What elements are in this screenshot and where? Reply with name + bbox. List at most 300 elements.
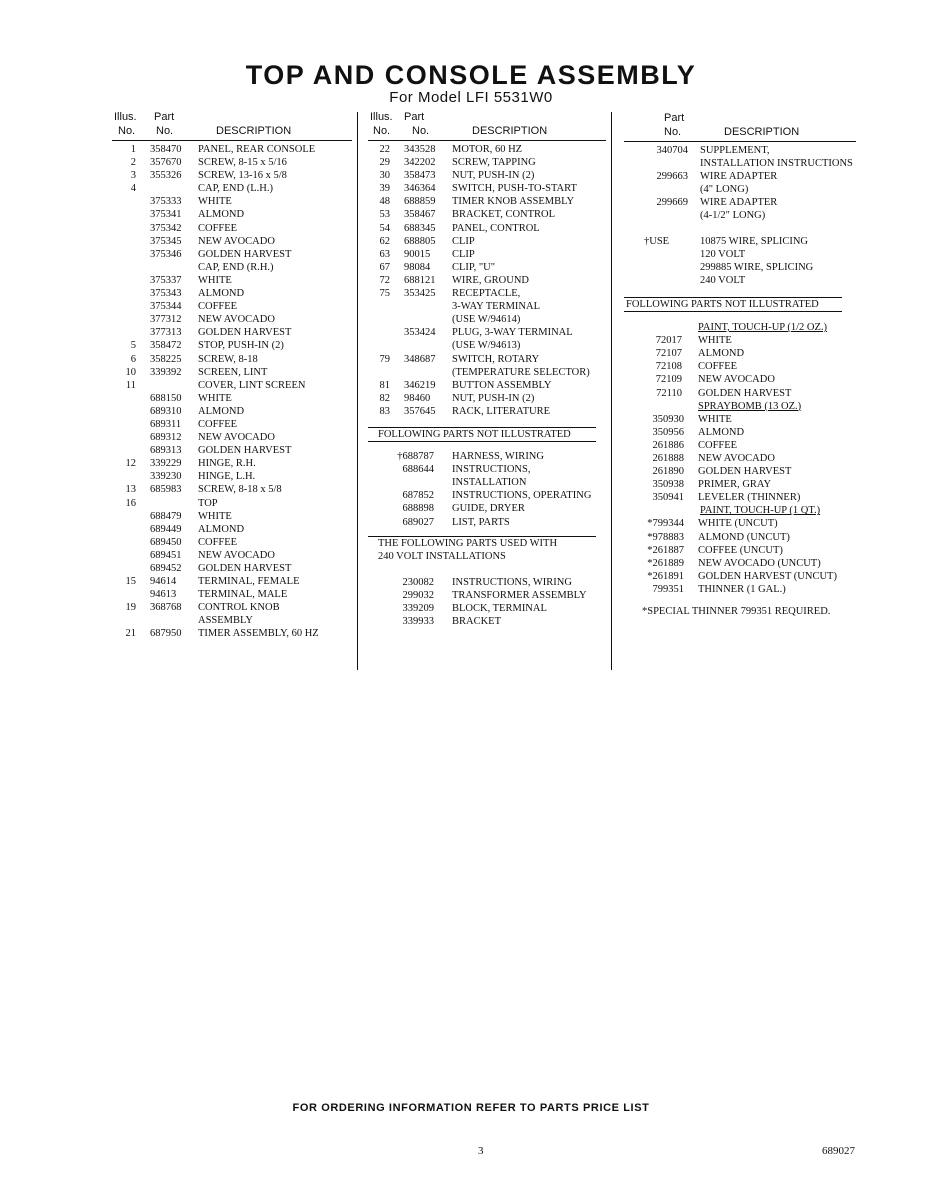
illus-number: 5 (130, 340, 136, 352)
part-number: 72108 (655, 361, 682, 373)
part-description: GOLDEN HARVEST (UNCUT) (698, 570, 837, 582)
part-number: 375342 (150, 222, 182, 234)
part-number: *261891 (647, 570, 684, 582)
part-description: SCREW, 13-16 x 5/8 (198, 170, 287, 182)
list-item (112, 536, 352, 549)
part-description: PANEL, CONTROL (452, 222, 540, 234)
part-description: NEW AVOCADO (198, 549, 275, 561)
part-description: NEW AVOCADO (198, 314, 275, 326)
part-description: CLIP, "U" (452, 261, 495, 273)
part-description: HARNESS, WIRING (452, 451, 544, 463)
list-item (624, 570, 874, 583)
page-subtitle: For Model LFI 5531W0 (389, 89, 553, 106)
page-title: TOP AND CONSOLE ASSEMBLY (245, 60, 697, 90)
part-number: 261890 (652, 466, 684, 478)
illus-number: 83 (379, 405, 390, 417)
part-number: 375333 (150, 196, 182, 208)
subsection-heading: PAINT, TOUCH-UP (1 QT.) (700, 505, 821, 517)
list-item (624, 261, 874, 274)
list-item (624, 491, 874, 504)
header-part-no: No. (412, 125, 430, 137)
part-number: 339209 (402, 603, 434, 614)
list-item (624, 583, 874, 596)
list-item (112, 326, 352, 339)
part-number: 72110 (656, 387, 682, 399)
list-item (624, 465, 874, 478)
part-number: 346364 (404, 183, 436, 195)
column-divider (357, 112, 358, 670)
part-number: 355326 (150, 170, 182, 182)
header-illus: Illus. (114, 111, 137, 123)
part-number: 375343 (150, 288, 182, 300)
part-description: THINNER (1 GAL.) (698, 583, 786, 595)
part-description: HINGE, R.H. (198, 458, 256, 470)
list-item (112, 313, 352, 326)
list-item (112, 523, 352, 536)
part-description: PLUG, 3-WAY TERMINAL (452, 327, 573, 339)
parts-list (624, 413, 874, 505)
part-number: 353424 (404, 327, 436, 339)
list-item (624, 196, 874, 209)
part-description: WHITE (198, 392, 232, 404)
list-item (368, 300, 606, 313)
list-item (112, 143, 352, 156)
list-item (624, 183, 874, 196)
part-number: 339392 (150, 366, 182, 378)
list-item (112, 431, 352, 444)
illus-number: 81 (379, 379, 390, 391)
part-description: STOP, PUSH-IN (2) (198, 340, 284, 352)
part-number: 339229 (150, 458, 182, 470)
part-description: PRIMER, GRAY (698, 479, 772, 491)
part-description: 299885 WIRE, SPLICING (700, 261, 814, 273)
list-item (368, 489, 606, 502)
part-description: NUT, PUSH-IN (2) (452, 392, 535, 404)
part-description: MOTOR, 60 HZ (452, 144, 523, 155)
illus-number: 30 (379, 170, 390, 182)
part-description: NEW AVOCADO (198, 432, 275, 444)
illus-number: 75 (379, 288, 390, 300)
list-item (368, 516, 606, 529)
parts-list (368, 450, 606, 529)
part-number: 348687 (404, 353, 436, 365)
part-number: 688150 (150, 392, 182, 404)
part-description: 240 VOLT (700, 274, 746, 286)
part-number: 346219 (404, 379, 436, 391)
header-part: Part (404, 111, 425, 123)
list-item (112, 195, 352, 208)
list-item (112, 470, 352, 483)
part-description: LIST, PARTS (452, 516, 510, 528)
list-item (624, 387, 874, 400)
list-item (112, 405, 352, 418)
part-description: CLIP (452, 248, 475, 260)
part-number: 377312 (150, 314, 182, 326)
part-number: 299032 (402, 589, 434, 601)
part-description: INSTRUCTIONS, WIRING (452, 576, 572, 588)
illus-number: 22 (379, 144, 390, 155)
illus-number: 21 (125, 628, 136, 640)
part-number: *261889 (647, 557, 684, 569)
parts-list (368, 576, 606, 628)
list-item (112, 627, 352, 640)
list-item (112, 392, 352, 405)
part-number: 350938 (652, 479, 684, 491)
part-description: COFFEE (198, 222, 238, 234)
document-number: 689027 (822, 1145, 855, 1157)
section-heading: FOLLOWING PARTS NOT ILLUSTRATED (626, 298, 819, 310)
part-description: TIMER ASSEMBLY, 60 HZ (198, 628, 319, 640)
list-item (112, 562, 352, 575)
header-part-no: No. (664, 126, 682, 138)
part-number: 375345 (150, 235, 182, 247)
illus-number: 63 (379, 248, 390, 260)
list-item (368, 353, 606, 366)
part-number: 98460 (404, 392, 431, 404)
part-description: ALMOND (UNCUT) (698, 531, 790, 543)
header-description: DESCRIPTION (724, 126, 800, 138)
list-item (368, 195, 606, 208)
illus-number: 6 (130, 353, 136, 365)
part-number: 94614 (150, 576, 177, 588)
illus-number: 10 (125, 366, 136, 378)
list-item (368, 602, 606, 615)
part-number: 688121 (404, 274, 436, 286)
illus-number: 2 (130, 157, 136, 169)
illus-number: 53 (379, 209, 390, 221)
list-item (624, 531, 874, 544)
list-item (624, 413, 874, 426)
illus-number: 67 (379, 261, 390, 273)
part-number: 689452 (150, 563, 182, 574)
list-item (112, 274, 352, 287)
part-number: 799351 (652, 583, 684, 595)
list-item (624, 170, 874, 183)
part-description: (TEMPERATURE SELECTOR) (452, 366, 590, 378)
list-item (624, 439, 874, 452)
list-item (112, 510, 352, 523)
list-item (624, 544, 874, 557)
part-description: INSTRUCTIONS, OPERATING (452, 490, 592, 502)
header-rule (624, 141, 856, 142)
part-number: 689450 (150, 536, 182, 548)
list-item (368, 576, 606, 589)
list-item (368, 339, 606, 352)
part-description: COFFEE (698, 361, 738, 373)
list-item (112, 287, 352, 300)
list-item (112, 549, 352, 562)
part-description: ALMOND (198, 405, 245, 417)
part-description: 10875 WIRE, SPLICING (700, 235, 809, 247)
part-description: WHITE (198, 510, 232, 522)
list-item (368, 405, 606, 418)
part-number: 687852 (402, 490, 434, 502)
list-item (112, 497, 352, 510)
part-number: 350941 (652, 492, 684, 504)
part-description: ALMOND (698, 348, 745, 360)
illus-number: 48 (379, 196, 390, 208)
part-description: WIRE, GROUND (452, 274, 529, 286)
list-item (112, 601, 352, 614)
parts-list (368, 143, 606, 418)
part-number: 98084 (404, 261, 431, 273)
parts-column-3 (624, 112, 874, 618)
part-description: WHITE (698, 413, 732, 425)
list-item (112, 444, 352, 457)
illus-number: 13 (125, 484, 136, 496)
part-description: COFFEE (698, 439, 738, 451)
parts-list (624, 144, 874, 223)
part-number: 350930 (652, 413, 684, 425)
part-description: WIRE ADAPTER (700, 171, 778, 183)
part-number: 689312 (150, 432, 182, 444)
list-item (624, 557, 874, 570)
list-item (368, 287, 606, 300)
part-number: 342202 (404, 157, 436, 169)
header-description: DESCRIPTION (472, 125, 548, 137)
part-number: 689451 (150, 549, 182, 561)
list-item (368, 450, 606, 463)
part-description: ALMOND (198, 523, 245, 535)
header-no: No. (118, 125, 136, 137)
part-description: BRACKET (452, 616, 502, 628)
list-item (368, 326, 606, 339)
part-number: †688787 (397, 451, 434, 463)
part-number: 689310 (150, 405, 182, 417)
part-number: 689311 (150, 418, 182, 430)
part-description: NEW AVOCADO (698, 452, 775, 464)
column-header (368, 111, 606, 139)
part-number: *978883 (647, 531, 684, 543)
part-number: 339230 (150, 471, 182, 483)
section-heading: 240 VOLT INSTALLATIONS (378, 550, 506, 562)
part-number: 375346 (150, 248, 182, 260)
part-number: 261886 (652, 439, 684, 451)
part-number: 688479 (150, 510, 182, 522)
part-number: 375341 (150, 209, 182, 221)
illus-number: 4 (130, 183, 136, 195)
part-description: COFFEE (198, 418, 238, 430)
part-number: 688898 (402, 503, 434, 515)
part-description: WHITE (698, 335, 732, 347)
list-item (112, 418, 352, 431)
illus-number: 82 (379, 392, 390, 404)
header-no: No. (373, 125, 391, 137)
list-item (368, 208, 606, 221)
list-item (368, 182, 606, 195)
ordering-info-footer: FOR ORDERING INFORMATION REFER TO PARTS PRICE LIST (292, 1102, 650, 1114)
list-item (624, 478, 874, 491)
part-description: RACK, LITERATURE (452, 405, 550, 417)
part-description: LEVELER (THINNER) (698, 492, 801, 504)
part-number: 358225 (150, 353, 182, 365)
list-item (368, 392, 606, 405)
list-item (368, 615, 606, 628)
part-description: SCREEN, LINT (198, 366, 268, 378)
part-description: GUIDE, DRYER (452, 503, 525, 515)
list-item (624, 452, 874, 465)
part-number: 688859 (404, 196, 436, 208)
parts-list (624, 334, 874, 399)
part-description: 120 VOLT (700, 248, 746, 260)
part-description: GOLDEN HARVEST (198, 563, 292, 574)
list-item (112, 222, 352, 235)
parts-list (112, 143, 352, 641)
page-number: 3 (478, 1145, 484, 1157)
parts-list (624, 517, 874, 596)
list-item (368, 379, 606, 392)
part-number: 94613 (150, 589, 177, 601)
part-description: ALMOND (198, 209, 245, 221)
part-description: GOLDEN HARVEST (698, 466, 792, 478)
part-number: 375344 (150, 301, 182, 313)
list-item (112, 457, 352, 470)
part-description: RECEPTACLE, (452, 288, 521, 300)
header-illus: Illus. (370, 111, 393, 123)
part-description: SCREW, TAPPING (452, 157, 536, 169)
part-description: BRACKET, CONTROL (452, 209, 556, 221)
list-item (112, 156, 352, 169)
list-item (368, 156, 606, 169)
part-description: INSTALLATION (452, 477, 527, 489)
part-number: 689027 (402, 516, 434, 528)
part-description: (USE W/94613) (452, 340, 521, 352)
part-number: 90015 (404, 248, 431, 260)
column-divider (611, 112, 612, 670)
part-number: 350956 (652, 426, 684, 438)
list-item (112, 353, 352, 366)
list-item (624, 157, 874, 170)
part-number: 688345 (404, 222, 436, 234)
part-description: BLOCK, TERMINAL (452, 603, 547, 614)
part-description: CONTROL KNOB (198, 602, 280, 614)
section-rule (624, 311, 842, 312)
parts-column-1 (112, 111, 352, 641)
list-item (112, 366, 352, 379)
header-part: Part (664, 112, 685, 124)
part-description: COFFEE (198, 536, 238, 548)
part-description: HINGE, L.H. (198, 471, 256, 483)
part-description: GOLDEN HARVEST (198, 445, 292, 457)
part-description: BUTTON ASSEMBLY (452, 379, 552, 391)
illus-number: 54 (379, 222, 390, 234)
illus-number: 3 (130, 170, 136, 182)
part-number: 689313 (150, 445, 182, 457)
part-number: 357645 (404, 405, 436, 417)
part-number: 357670 (150, 157, 182, 169)
list-item (624, 209, 874, 222)
list-item (624, 373, 874, 386)
list-item (368, 313, 606, 326)
part-description: GOLDEN HARVEST (198, 327, 292, 339)
list-item (624, 426, 874, 439)
part-description: (4" LONG) (700, 184, 749, 196)
part-number: 353425 (404, 288, 436, 300)
illus-number: 16 (125, 497, 136, 509)
part-number: *261887 (647, 544, 684, 556)
part-description: WHITE (198, 274, 232, 286)
list-item (368, 261, 606, 274)
illus-number: 12 (125, 458, 136, 470)
part-description: NEW AVOCADO (198, 235, 275, 247)
part-description: COVER, LINT SCREEN (198, 379, 306, 391)
part-description: ALMOND (198, 288, 245, 300)
part-description: ALMOND (698, 426, 745, 438)
part-description: TERMINAL, MALE (198, 589, 288, 601)
list-item (112, 235, 352, 248)
column-header (624, 112, 874, 140)
illus-number: 11 (125, 379, 136, 391)
list-item (112, 169, 352, 182)
list-item (624, 347, 874, 360)
part-description: 3-WAY TERMINAL (452, 301, 540, 313)
section-rule (368, 441, 596, 442)
list-item (112, 614, 352, 627)
illus-number: 39 (379, 183, 390, 195)
part-number: 72109 (655, 374, 682, 386)
list-item (112, 182, 352, 195)
part-number: 687950 (150, 628, 182, 640)
part-number: 230082 (402, 576, 434, 588)
part-description: SWITCH, PUSH-TO-START (452, 183, 577, 195)
part-number: 358472 (150, 340, 182, 352)
part-number: 685983 (150, 484, 182, 496)
part-description: SWITCH, ROTARY (452, 353, 540, 365)
illus-number: 1 (130, 144, 136, 155)
part-description: CAP, END (R.H.) (198, 261, 274, 273)
part-number: 299669 (656, 197, 688, 209)
part-description: SCREW, 8-18 x 5/8 (198, 484, 282, 496)
part-number: 688805 (404, 235, 436, 247)
part-description: WHITE (UNCUT) (698, 518, 778, 530)
list-item (624, 235, 874, 248)
header-part-no: No. (156, 125, 174, 137)
part-number: 358470 (150, 144, 182, 155)
part-description: SCREW, 8-18 (198, 353, 258, 365)
list-item (368, 222, 606, 235)
part-description: TIMER KNOB ASSEMBLY (452, 196, 575, 208)
part-description: COFFEE (UNCUT) (698, 544, 783, 556)
list-item (624, 517, 874, 530)
part-description: PANEL, REAR CONSOLE (198, 144, 316, 155)
part-number: 358467 (404, 209, 436, 221)
list-item (624, 248, 874, 261)
list-item (112, 248, 352, 261)
part-description: WHITE (198, 196, 232, 208)
part-description: TOP (198, 497, 218, 509)
illus-number: 15 (125, 576, 136, 588)
list-item (368, 502, 606, 515)
part-description: NUT, PUSH-IN (2) (452, 170, 535, 182)
part-number: *799344 (647, 518, 684, 530)
list-item (112, 208, 352, 221)
part-number: 368768 (150, 602, 182, 614)
illus-number: 79 (379, 353, 390, 365)
header-part: Part (154, 111, 175, 123)
illus-number: 62 (379, 235, 390, 247)
part-description: NEW AVOCADO (698, 374, 775, 386)
part-number: 343528 (404, 144, 436, 155)
part-description: INSTALLATION INSTRUCTIONS (700, 158, 853, 170)
list-item (112, 483, 352, 496)
parts-column-2 (368, 111, 606, 628)
part-description: SUPPLEMENT, (700, 145, 770, 156)
list-item (368, 589, 606, 602)
part-description: (USE W/94614) (452, 314, 521, 326)
part-description: CAP, END (L.H.) (198, 183, 273, 195)
list-item (368, 366, 606, 379)
list-item (624, 274, 874, 287)
